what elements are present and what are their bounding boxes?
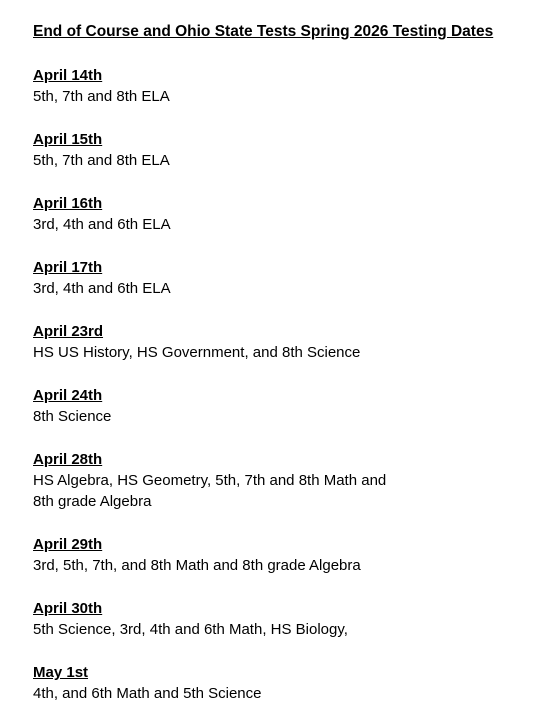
entry-tests: 5th, 7th and 8th ELA <box>33 88 170 105</box>
entry-date: April 16th <box>33 195 103 212</box>
entry-tests: 4th, and 6th Math and 5th Science <box>33 685 262 702</box>
entry-tests: 3rd, 4th and 6th ELA <box>33 216 171 233</box>
date-entry-april-28 <box>33 449 523 512</box>
entry-date: April 29th <box>33 536 103 553</box>
entry-tests: HS US History, HS Government, and 8th Science <box>33 344 361 361</box>
entry-tests: 5th, 7th and 8th ELA <box>33 152 170 169</box>
document-title: End of Course and Ohio State Tests Spring 2026 Testing Dates <box>33 23 494 40</box>
date-entry-april-30 <box>33 598 523 640</box>
entry-date: May 1st <box>33 664 89 681</box>
entry-tests: 3rd, 5th, 7th, and 8th Math and 8th grade Algebra <box>33 557 361 574</box>
date-entry-april-24 <box>33 385 523 427</box>
entry-date: April 23rd <box>33 323 104 340</box>
entry-date: April 30th <box>33 600 103 617</box>
entry-tests: 8th Science <box>33 408 112 425</box>
date-entry-april-23 <box>33 321 523 363</box>
date-entry-april-16 <box>33 193 523 235</box>
date-entry-april-14 <box>33 65 523 107</box>
date-entry-april-29 <box>33 534 523 576</box>
entry-tests: 5th Science, 3rd, 4th and 6th Math, HS Biology, <box>33 621 348 638</box>
entry-date: April 28th <box>33 451 103 468</box>
entry-date: April 17th <box>33 259 103 276</box>
entry-tests: 3rd, 4th and 6th ELA <box>33 280 171 297</box>
date-entry-april-15 <box>33 129 523 171</box>
document <box>33 22 523 726</box>
entry-date: April 24th <box>33 387 103 404</box>
date-entry-april-17 <box>33 257 523 299</box>
entry-tests: HS Algebra, HS Geometry, 5th, 7th and 8th Math and 8th grade Algebra <box>33 472 387 510</box>
entry-date: April 14th <box>33 67 103 84</box>
date-entry-may-1 <box>33 662 523 704</box>
entry-date: April 15th <box>33 131 103 148</box>
